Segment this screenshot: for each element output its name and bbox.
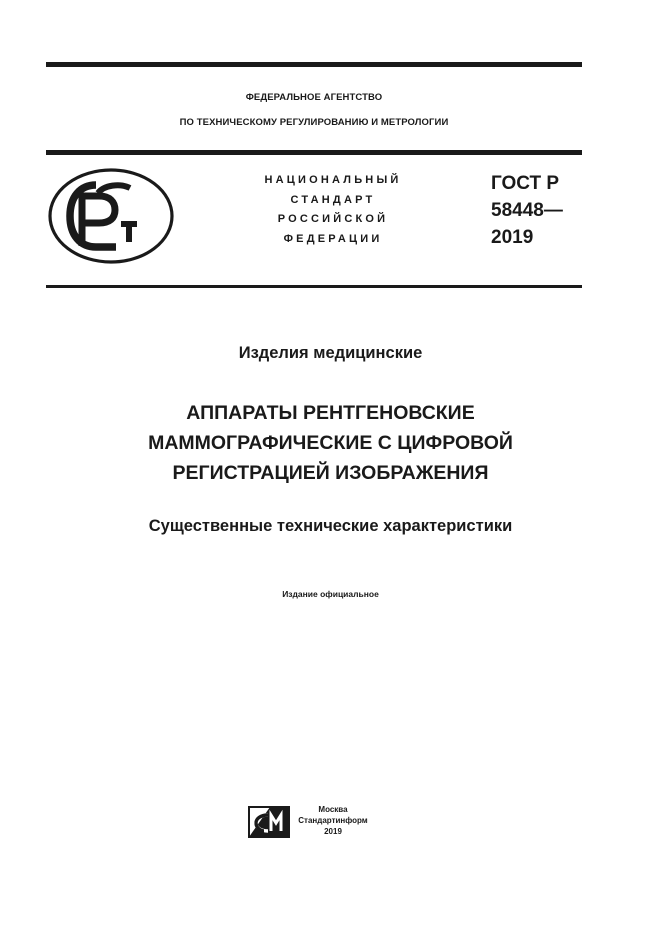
standard-code-line-2: 58448—: [491, 200, 563, 221]
national-line-2: СТАНДАРТ: [290, 193, 376, 206]
standartinform-logo-icon: [248, 806, 290, 838]
edition-note: Издание официальное: [282, 589, 379, 599]
national-line-1: НАЦИОНАЛЬНЫЙ: [264, 174, 402, 186]
publisher-city: Москва: [318, 805, 348, 814]
publisher-year: 2019: [324, 827, 342, 836]
title-line-3: РЕГИСТРАЦИЕЙ ИЗОБРАЖЕНИЯ: [172, 462, 489, 484]
document-subject: Изделия медицинские: [238, 344, 423, 362]
publisher-name: Стандартинформ: [298, 816, 368, 825]
document-subtitle: Существенные технические характеристики: [148, 517, 513, 535]
national-standard-label: [228, 171, 438, 249]
standard-code-line-1: ГОСТ Р: [491, 173, 560, 194]
middle-rule: [46, 150, 582, 155]
document-title: [0, 398, 661, 488]
national-line-4: ФЕДЕРАЦИИ: [283, 232, 383, 245]
bottom-rule: [46, 285, 582, 288]
national-line-3: РОССИЙСКОЙ: [277, 213, 389, 226]
standard-code: [491, 170, 563, 251]
agency-name-line-1: ФЕДЕРАЛЬНОЕ АГЕНТСТВО: [245, 92, 383, 103]
standard-code-line-3: 2019: [491, 227, 534, 248]
publisher-info: [294, 804, 372, 837]
top-rule: [46, 62, 582, 67]
title-line-2: МАММОГРАФИЧЕСКИЕ С ЦИФРОВОЙ: [148, 432, 513, 454]
agency-name-line-2: ПО ТЕХНИЧЕСКОМУ РЕГУЛИРОВАНИЮ И МЕТРОЛОГИИ: [179, 117, 449, 128]
rst-emblem-icon: [46, 166, 176, 266]
title-line-1: АППАРАТЫ РЕНТГЕНОВСКИЕ: [186, 402, 475, 424]
